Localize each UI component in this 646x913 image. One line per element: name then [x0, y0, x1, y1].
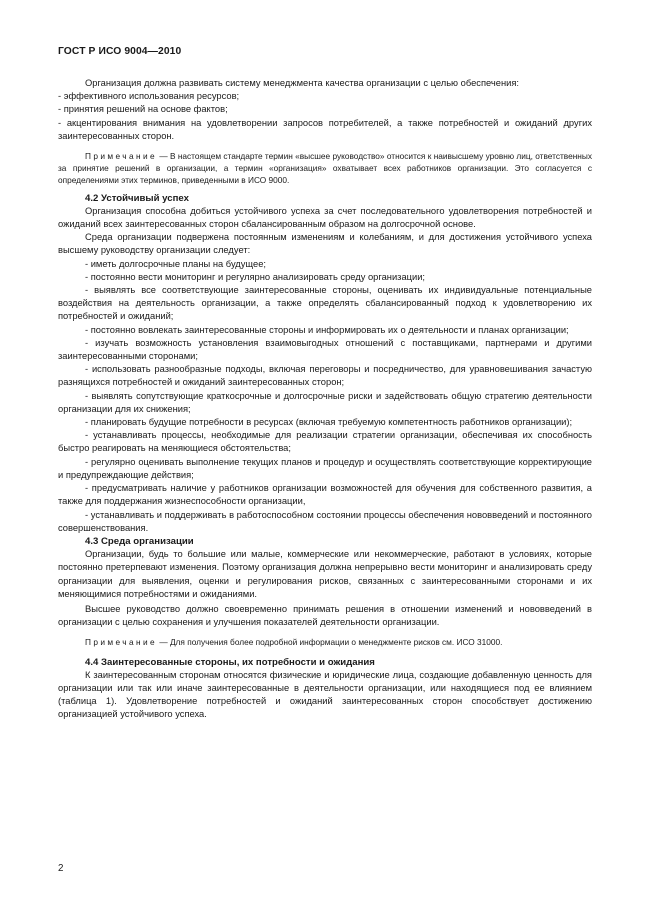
s42-item: - иметь долгосрочные планы на будущее; — [85, 258, 267, 269]
note-text: — Для получения более подробной информации о менеджменте рисков см. ИСО 31000. — [157, 637, 503, 648]
section-heading-4-4: 4.4 Заинтересованные стороны, их потребности и ожидания — [85, 656, 375, 668]
s42-item: - постоянно вовлекать заинтересованные стороны и информировать их о деятельности и планах организации; — [85, 324, 569, 335]
section-heading-4-3: 4.3 Среда организации — [85, 535, 194, 547]
s42-item: - постоянно вести мониторинг и регулярно анализировать среду организации; — [85, 271, 426, 282]
note-text: — В настоящем стандарте термин «высшее руководство» относится к наивысшему уровню лиц, ответственных за принятие решений в организации, а термин «организация» охватывает всех работников организации. Это согласуется с определениями этих терминов, приведенными в ИСО 9000. — [58, 151, 592, 186]
s42-paragraph: Среда организации подвержена постоянным изменениям и колебаниям, и для достижения устойчивого успеха высшему руководству организации следует: — [58, 232, 592, 256]
document-body — [58, 77, 592, 722]
s42-item: - выявлять все соответствующие заинтересованные стороны, оценивать их индивидуальные потенциальные воздействия на деятельность организации, а также определять сбалансированный подход к удовлетворению их потребностей и ожиданий; — [58, 285, 592, 322]
section-heading-4-2: 4.2 Устойчивый успех — [85, 192, 189, 204]
s42-item: - изучать возможность установления взаимовыгодных отношений с поставщиками, партнерами и другими заинтересованными сторонами; — [58, 337, 592, 362]
s42-item: - устанавливать процессы, необходимые для реализации стратегии организации, обеспечивая их способность быстро реагировать на меняющиеся обстоятельства; — [58, 430, 592, 454]
note-label: Примечание — [85, 637, 158, 648]
s42-item: - предусматривать наличие у работников организации возможностей для обучения для собственного развития, а также для поддержания жизнеспособности организации, — [58, 483, 592, 507]
note-label: Примечание — [85, 151, 158, 162]
intro-item: - принятия решений на основе фактов; — [58, 104, 228, 115]
s43-note — [58, 636, 592, 648]
intro-note — [58, 150, 592, 187]
page-number: 2 — [58, 863, 64, 874]
intro-item: - акцентирования внимания на удовлетворении запросов потребителей, а также потребностей и ожиданий других заинтересованных сторон. — [58, 117, 592, 141]
s42-item: - устанавливать и поддерживать в работоспособном состоянии процессы обеспечения нововведений и постоянного совершенствования. — [58, 509, 592, 533]
intro-item: - эффективного использования ресурсов; — [58, 91, 240, 102]
s42-paragraph: Организация способна добиться устойчивого успеха за счет последовательного удовлетворения потребностей и ожиданий всех заинтересованных сторон сбалансированным образом на долгосрочной основе. — [58, 205, 592, 230]
s42-item: - выявлять сопутствующие краткосрочные и долгосрочные риски и задействовать общую стратегию деятельности организации для их снижения; — [58, 390, 592, 414]
s44-paragraph: К заинтересованным сторонам относятся физические и юридические лица, создающие добавленную ценность для организации или так или иначе заинтересованные в деятельности организации, или находящиеся под ее влиянием (таблица 1). Удовлетворение потребностей и ожиданий заинтересованных сторон способствует достижению организацией устойчивого успеха. — [58, 669, 592, 720]
s42-item: - регулярно оценивать выполнение текущих планов и процедур и осуществлять соответствующие корректирующие и предупреждающие действия; — [58, 456, 592, 480]
intro-lead: Организация должна развивать систему менеджмента качества организации с целью обеспечения: — [85, 78, 520, 88]
s42-item: - планировать будущие потребности в ресурсах (включая требуемую компетентность работников организации); — [85, 417, 573, 428]
s43-paragraph: Организации, будь то большие или малые, коммерческие или некоммерческие, работают в условиях, которые постоянно претерпевают изменения. Поэтому организация должна непрерывно вести мониторинг и анализировать среду организации для выявления, оценки и регулирования рисков, связанных с заинтересованными сторонами и их меняющимися потребностями и ожиданиями. — [58, 549, 592, 599]
document-header: ГОСТ Р ИСО 9004—2010 — [58, 46, 182, 57]
s42-item: - использовать разнообразные подходы, включая переговоры и посредничество, для уравновешивания зачастую разнящихся потребностей и ожиданий заинтересованных сторон; — [58, 364, 592, 388]
s43-paragraph: Высшее руководство должно своевременно принимать решения в отношении изменений и нововведений в организации с целью сохранения и улучшения показателей деятельности организации. — [58, 603, 592, 628]
